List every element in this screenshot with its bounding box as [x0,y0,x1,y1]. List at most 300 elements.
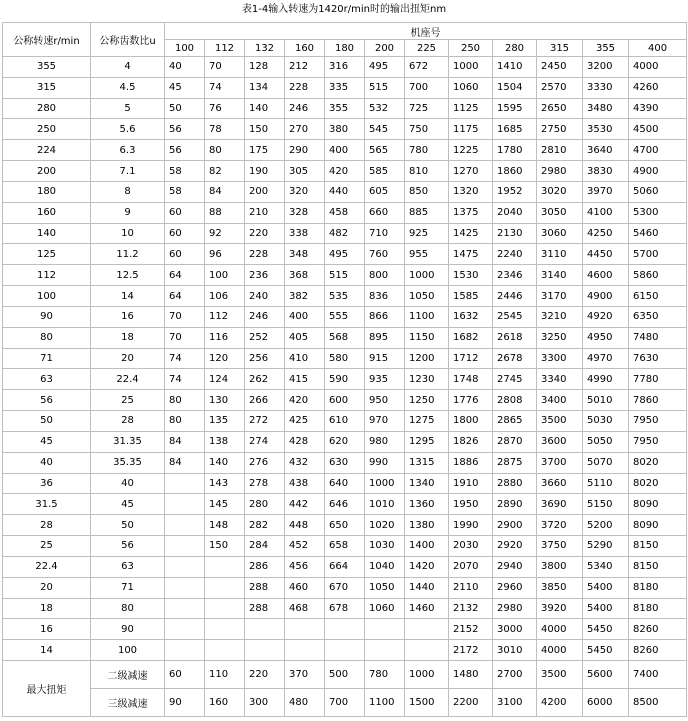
torque-cell: 7480 [629,327,687,348]
torque-cell: 1000 [405,265,449,286]
ratio-cell: 5 [91,98,165,119]
torque-cell: 420 [325,161,365,182]
torque-cell: 266 [245,390,285,411]
torque-cell: 2745 [493,369,537,390]
torque-cell: 56 [165,140,205,161]
torque-cell: 5060 [629,181,687,202]
max-torque-cell: 90 [165,688,205,716]
speed-cell: 125 [3,244,91,265]
speed-cell: 140 [3,223,91,244]
torque-cell: 320 [285,181,325,202]
torque-cell: 1270 [449,161,493,182]
torque-cell: 440 [325,181,365,202]
torque-cell: 96 [205,244,245,265]
speed-cell: 250 [3,119,91,140]
speed-cell: 80 [3,327,91,348]
torque-cell: 6350 [629,306,687,327]
torque-cell: 585 [365,161,405,182]
torque-cell: 950 [365,390,405,411]
torque-cell: 460 [285,577,325,598]
torque-cell: 60 [165,223,205,244]
torque-cell: 2040 [493,202,537,223]
torque-cell: 2346 [493,265,537,286]
torque-cell: 630 [325,452,365,473]
torque-cell: 140 [245,98,285,119]
torque-cell: 88 [205,202,245,223]
torque-cell: 1315 [405,452,449,473]
frame-number: 160 [285,40,325,57]
torque-cell: 58 [165,181,205,202]
torque-cell: 448 [285,515,325,536]
torque-cell: 368 [285,265,325,286]
ratio-cell: 12.5 [91,265,165,286]
torque-cell: 1990 [449,515,493,536]
torque-cell: 1380 [405,515,449,536]
torque-cell: 80 [165,411,205,432]
table-row [3,98,687,119]
stage-cell: 二级减速 [91,661,165,689]
torque-cell: 850 [405,181,449,202]
torque-cell: 220 [245,223,285,244]
ratio-cell: 4.5 [91,77,165,98]
torque-cell: 1800 [449,411,493,432]
torque-cell: 3300 [537,348,583,369]
torque-cell: 3000 [493,619,537,640]
torque-cell: 670 [325,577,365,598]
torque-cell: 64 [165,265,205,286]
torque-cell: 143 [205,473,245,494]
torque-cell [405,640,449,661]
torque-cell: 515 [365,77,405,98]
max-torque-cell: 4200 [537,688,583,716]
ratio-cell: 71 [91,577,165,598]
torque-cell: 5290 [583,536,629,557]
torque-cell: 1060 [449,77,493,98]
table-row [3,411,687,432]
max-torque-cell: 300 [245,688,285,716]
max-torque-cell: 480 [285,688,325,716]
ratio-cell: 100 [91,640,165,661]
speed-cell: 18 [3,598,91,619]
torque-cell: 1050 [405,286,449,307]
torque-cell: 1320 [449,181,493,202]
torque-cell: 760 [365,244,405,265]
torque-cell: 3850 [537,577,583,598]
torque-cell: 8260 [629,619,687,640]
torque-cell: 1340 [405,473,449,494]
ratio-cell: 28 [91,411,165,432]
torque-cell: 2808 [493,390,537,411]
torque-cell: 5460 [629,223,687,244]
torque-cell: 84 [165,431,205,452]
torque-cell: 1860 [493,161,537,182]
torque-cell: 4250 [583,223,629,244]
torque-cell: 256 [245,348,285,369]
torque-cell: 84 [205,181,245,202]
torque-cell: 2130 [493,223,537,244]
torque-cell: 4970 [583,348,629,369]
torque-cell: 4950 [583,327,629,348]
torque-cell: 92 [205,223,245,244]
torque-cell: 2450 [537,57,583,78]
torque-cell: 56 [165,119,205,140]
torque-cell: 990 [365,452,405,473]
torque-cell: 1100 [405,306,449,327]
torque-cell: 2570 [537,77,583,98]
torque-cell: 1175 [449,119,493,140]
torque-cell: 116 [205,327,245,348]
speed-cell: 56 [3,390,91,411]
torque-cell: 3340 [537,369,583,390]
torque-cell: 1826 [449,431,493,452]
torque-cell: 8020 [629,452,687,473]
torque-cell: 5450 [583,619,629,640]
torque-cell: 1010 [365,494,405,515]
torque-cell: 410 [285,348,325,369]
frame-number: 200 [365,40,405,57]
torque-cell: 286 [245,556,285,577]
torque-cell: 610 [325,411,365,432]
torque-cell: 4900 [629,161,687,182]
torque-cell: 335 [325,77,365,98]
torque-cell: 5050 [583,431,629,452]
ratio-cell: 45 [91,494,165,515]
table-row [3,223,687,244]
max-torque-cell: 220 [245,661,285,689]
torque-cell: 2750 [537,119,583,140]
torque-cell: 7630 [629,348,687,369]
frame-number: 225 [405,40,449,57]
table-row [3,494,687,515]
torque-cell: 452 [285,536,325,557]
torque-cell: 60 [165,202,205,223]
max-torque-cell: 5600 [583,661,629,689]
torque-cell: 428 [285,431,325,452]
torque-cell: 1425 [449,223,493,244]
torque-cell: 1712 [449,348,493,369]
frame-number: 355 [583,40,629,57]
speed-cell: 20 [3,577,91,598]
ratio-cell: 8 [91,181,165,202]
torque-cell: 7950 [629,411,687,432]
torque-cell: 1225 [449,140,493,161]
torque-cell: 2900 [493,515,537,536]
speed-cell: 36 [3,473,91,494]
torque-cell: 600 [325,390,365,411]
torque-cell: 2070 [449,556,493,577]
torque-cell: 955 [405,244,449,265]
torque-cell: 3830 [583,161,629,182]
torque-cell [165,640,205,661]
torque-cell: 200 [245,181,285,202]
table-row [3,369,687,390]
max-torque-cell: 110 [205,661,245,689]
torque-cell: 5300 [629,202,687,223]
torque-cell: 5700 [629,244,687,265]
torque-cell: 190 [245,161,285,182]
torque-cell: 70 [165,306,205,327]
table-row [3,556,687,577]
torque-cell: 1230 [405,369,449,390]
max-torque-cell: 700 [325,688,365,716]
torque-cell: 970 [365,411,405,432]
torque-cell: 106 [205,286,245,307]
speed-cell: 112 [3,265,91,286]
torque-cell: 3170 [537,286,583,307]
torque-cell: 150 [245,119,285,140]
torque-cell: 810 [405,161,449,182]
header-ratio: 公称齿数比u [91,23,165,57]
torque-cell: 252 [245,327,285,348]
torque-cell: 425 [285,411,325,432]
torque-cell: 1685 [493,119,537,140]
torque-cell: 5030 [583,411,629,432]
torque-cell: 355 [325,98,365,119]
torque-cell: 2810 [537,140,583,161]
max-torque-cell: 2700 [493,661,537,689]
table-row [3,265,687,286]
ratio-cell: 9 [91,202,165,223]
torque-cell: 8150 [629,556,687,577]
torque-cell: 2940 [493,556,537,577]
torque-cell: 935 [365,369,405,390]
table-row [3,598,687,619]
torque-cell: 1910 [449,473,493,494]
torque-cell [165,473,205,494]
torque-cell: 246 [285,98,325,119]
torque-cell: 980 [365,431,405,452]
torque-cell: 4500 [629,119,687,140]
max-torque-cell: 6000 [583,688,629,716]
torque-cell: 580 [325,348,365,369]
torque-cell: 2865 [493,411,537,432]
max-torque-cell: 370 [285,661,325,689]
table-row [3,473,687,494]
torque-cell: 64 [165,286,205,307]
torque-cell: 50 [165,98,205,119]
torque-cell: 710 [365,223,405,244]
torque-cell: 5200 [583,515,629,536]
torque-cell: 590 [325,369,365,390]
speed-cell: 200 [3,161,91,182]
table-row [3,536,687,557]
torque-cell: 1060 [365,598,405,619]
torque-cell: 1504 [493,77,537,98]
torque-cell: 278 [245,473,285,494]
torque-cell: 148 [205,515,245,536]
torque-cell: 40 [165,57,205,78]
torque-cell [205,556,245,577]
torque-cell: 240 [245,286,285,307]
torque-cell: 468 [285,598,325,619]
torque-cell: 925 [405,223,449,244]
torque-cell: 4000 [537,619,583,640]
torque-cell [165,619,205,640]
speed-cell: 90 [3,306,91,327]
table-row [3,57,687,78]
table-row [3,619,687,640]
header-speed: 公称转速r/min [3,23,91,57]
torque-cell: 3140 [537,265,583,286]
speed-cell: 100 [3,286,91,307]
torque-cell: 3250 [537,327,583,348]
torque-cell: 415 [285,369,325,390]
torque-cell: 1595 [493,98,537,119]
torque-cell: 4000 [537,640,583,661]
torque-cell: 895 [365,327,405,348]
max-torque-cell: 1480 [449,661,493,689]
frame-number: 250 [449,40,493,57]
torque-cell: 284 [245,536,285,557]
torque-cell: 545 [365,119,405,140]
torque-cell: 2980 [493,598,537,619]
torque-cell: 5340 [583,556,629,577]
torque-cell: 1952 [493,181,537,202]
torque-cell: 515 [325,265,365,286]
torque-cell: 5450 [583,640,629,661]
frame-number: 400 [629,40,687,57]
torque-cell [245,619,285,640]
torque-cell: 2870 [493,431,537,452]
torque-cell: 280 [245,494,285,515]
torque-cell: 3400 [537,390,583,411]
torque-cell: 8180 [629,598,687,619]
ratio-cell: 35.35 [91,452,165,473]
torque-cell: 1275 [405,411,449,432]
torque-cell: 5400 [583,598,629,619]
torque-cell: 8020 [629,473,687,494]
torque-cell: 305 [285,161,325,182]
stage-cell: 三级减速 [91,688,165,716]
torque-cell: 1150 [405,327,449,348]
max-torque-cell: 7400 [629,661,687,689]
torque-cell: 1632 [449,306,493,327]
torque-cell: 432 [285,452,325,473]
torque-cell: 7860 [629,390,687,411]
torque-cell: 5110 [583,473,629,494]
speed-cell: 160 [3,202,91,223]
torque-cell [165,598,205,619]
torque-cell: 700 [405,77,449,98]
torque-cell: 866 [365,306,405,327]
speed-cell: 50 [3,411,91,432]
torque-cell: 620 [325,431,365,452]
torque-cell: 3660 [537,473,583,494]
speed-cell: 28 [3,515,91,536]
torque-cell: 915 [365,348,405,369]
header-row [3,23,687,40]
ratio-cell: 31.35 [91,431,165,452]
frame-number: 315 [537,40,583,57]
speed-cell: 45 [3,431,91,452]
torque-cell: 282 [245,515,285,536]
torque-cell: 4260 [629,77,687,98]
torque-cell: 8090 [629,515,687,536]
torque-cell: 5400 [583,577,629,598]
torque-cell: 3720 [537,515,583,536]
torque-cell [165,536,205,557]
ratio-cell: 5.6 [91,119,165,140]
torque-cell: 70 [205,57,245,78]
max-torque-cell: 3100 [493,688,537,716]
torque-cell: 442 [285,494,325,515]
ratio-cell: 18 [91,327,165,348]
max-torque-cell: 160 [205,688,245,716]
torque-cell: 3700 [537,452,583,473]
torque-cell: 1200 [405,348,449,369]
torque-cell [205,619,245,640]
torque-cell: 1776 [449,390,493,411]
torque-cell [165,494,205,515]
torque-cell: 640 [325,473,365,494]
torque-cell [365,640,405,661]
torque-cell: 288 [245,577,285,598]
torque-cell: 1000 [365,473,405,494]
torque-cell: 1748 [449,369,493,390]
torque-cell [205,577,245,598]
torque-cell: 3750 [537,536,583,557]
header-frame: 机座号 [165,23,687,40]
torque-cell: 495 [365,57,405,78]
max-torque-cell: 3500 [537,661,583,689]
torque-cell: 8150 [629,536,687,557]
torque-cell: 316 [325,57,365,78]
torque-cell: 1682 [449,327,493,348]
torque-cell: 664 [325,556,365,577]
max-torque-label: 最大扭矩 [3,661,91,717]
torque-cell: 1050 [365,577,405,598]
torque-cell: 82 [205,161,245,182]
torque-cell: 80 [165,390,205,411]
torque-cell: 3050 [537,202,583,223]
torque-cell: 276 [245,452,285,473]
torque-cell [325,640,365,661]
torque-cell: 4100 [583,202,629,223]
torque-cell [205,598,245,619]
torque-cell: 4390 [629,98,687,119]
torque-cell: 2678 [493,348,537,369]
ratio-cell: 14 [91,286,165,307]
table-row [3,327,687,348]
torque-cell: 3480 [583,98,629,119]
torque-cell: 228 [285,77,325,98]
torque-cell: 175 [245,140,285,161]
torque-cell: 120 [205,348,245,369]
max-torque-cell: 1000 [405,661,449,689]
torque-cell: 2240 [493,244,537,265]
torque-cell: 2920 [493,536,537,557]
torque-cell: 800 [365,265,405,286]
torque-cell: 532 [365,98,405,119]
max-torque-row [3,661,687,689]
torque-cell: 2110 [449,577,493,598]
torque-cell: 3640 [583,140,629,161]
torque-cell: 74 [165,369,205,390]
torque-cell: 4450 [583,244,629,265]
torque-cell: 8090 [629,494,687,515]
frame-number: 280 [493,40,537,57]
torque-cell: 140 [205,452,245,473]
torque-cell: 7950 [629,431,687,452]
torque-cell: 1000 [449,57,493,78]
ratio-cell: 40 [91,473,165,494]
torque-cell: 112 [205,306,245,327]
ratio-cell: 7.1 [91,161,165,182]
torque-cell: 1375 [449,202,493,223]
speed-cell: 22.4 [3,556,91,577]
torque-cell: 2152 [449,619,493,640]
torque-cell: 60 [165,244,205,265]
